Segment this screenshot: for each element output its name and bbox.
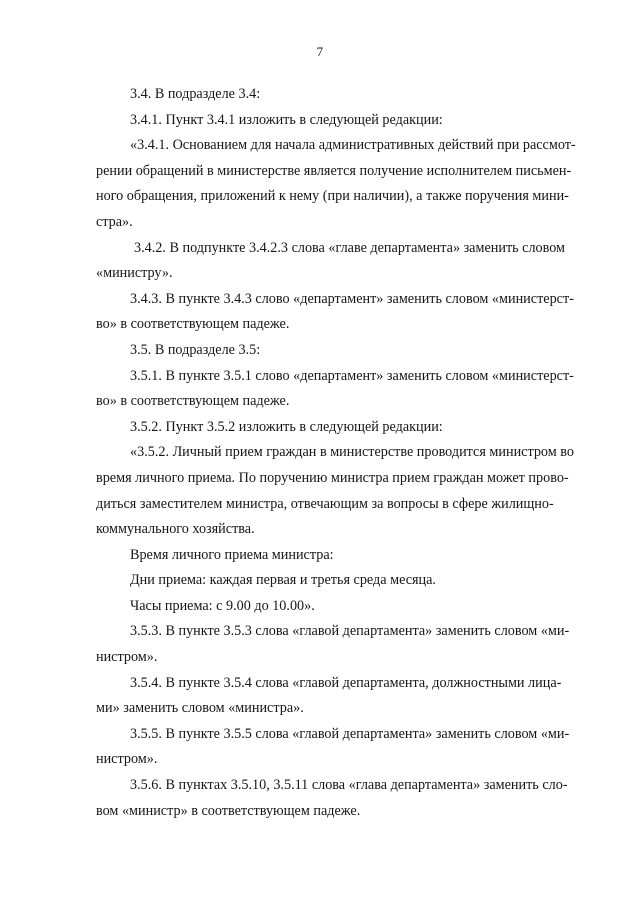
paragraph-3-5-2-intro [96, 415, 598, 441]
text-line: «министру». [96, 265, 173, 282]
text-line: во» в соответствующем падеже. [96, 393, 290, 410]
text-line: 3.5.6. В пунктах 3.5.10, 3.5.11 слова «глава департамента» заменить сло- [130, 777, 568, 794]
reception-days [96, 568, 598, 594]
text-line: 3.5.4. В пункте 3.5.4 слова «главой департамента, должностными лица- [130, 674, 562, 691]
paragraph-3-5-3 [96, 619, 598, 670]
text-line: вом «министр» в соответствующем падеже. [96, 802, 361, 819]
text-line: Дни приема: каждая первая и третья среда месяца. [130, 572, 436, 589]
paragraph-3-5-5 [96, 722, 598, 773]
text-line: «3.4.1. Основанием для начала административных действий при рассмот- [130, 137, 576, 154]
paragraph-3-4-3 [96, 287, 598, 338]
text-line: 3.4. В подразделе 3.4: [130, 86, 261, 102]
text-line: ми» заменить словом «министра». [96, 700, 304, 717]
text-line: Часы приема: с 9.00 до 10.00». [130, 597, 315, 614]
text-line: время личного приема. По поручению министра прием граждан может прово- [96, 469, 569, 486]
paragraph-3-4-1-intro [96, 108, 598, 134]
text-line: рении обращений в министерстве является получение исполнителем письмен- [96, 162, 572, 179]
page-number: 7 [316, 44, 324, 59]
reception-hours [96, 594, 598, 620]
text-line: во» в соответствующем падеже. [96, 316, 290, 333]
text-line: ного обращения, приложений к нему (при наличии), а также поручения мини- [96, 188, 569, 205]
reception-time-heading [96, 543, 598, 569]
text-line: 3.5.3. В пункте 3.5.3 слова «главой департамента» заменить словом «ми- [130, 623, 570, 640]
paragraph-3-5-1 [96, 364, 598, 415]
paragraph-3-5 [96, 338, 598, 364]
document-body [96, 82, 598, 824]
text-line: 3.5. В подразделе 3.5: [130, 341, 261, 358]
text-line: нистром». [96, 751, 158, 768]
paragraph-3-5-6 [96, 773, 598, 824]
text-line: «3.5.2. Личный прием граждан в министерстве проводится министром во [130, 444, 574, 461]
paragraph-3-4-2 [96, 236, 598, 287]
text-line: 3.5.1. В пункте 3.5.1 слово «департамент» заменить словом «министерст- [130, 367, 574, 384]
text-line: Время личного приема министра: [130, 546, 334, 563]
text-line: коммунального хозяйства. [96, 521, 255, 538]
text-line: 3.4.1. Пункт 3.4.1 изложить в следующей редакции: [130, 111, 443, 128]
text-line: 3.5.5. В пункте 3.5.5 слова «главой департамента» заменить словом «ми- [130, 725, 570, 742]
text-line: нистром». [96, 649, 158, 666]
paragraph-3-5-2-text [96, 440, 598, 542]
text-line: 3.4.3. В пункте 3.4.3 слово «департамент» заменить словом «министерст- [130, 290, 574, 307]
text-line: 3.4.2. В подпункте 3.4.2.3 слова «главе департамента» заменить словом [134, 239, 566, 256]
text-line: диться заместителем министра, отвечающим за вопросы в сфере жилищно- [96, 495, 554, 512]
paragraph-3-4-1-text [96, 133, 598, 235]
paragraph-3-5-4 [96, 671, 598, 722]
text-line: 3.5.2. Пункт 3.5.2 изложить в следующей редакции: [130, 418, 443, 435]
text-line: стра». [96, 213, 133, 230]
paragraph-3-4 [96, 82, 598, 108]
